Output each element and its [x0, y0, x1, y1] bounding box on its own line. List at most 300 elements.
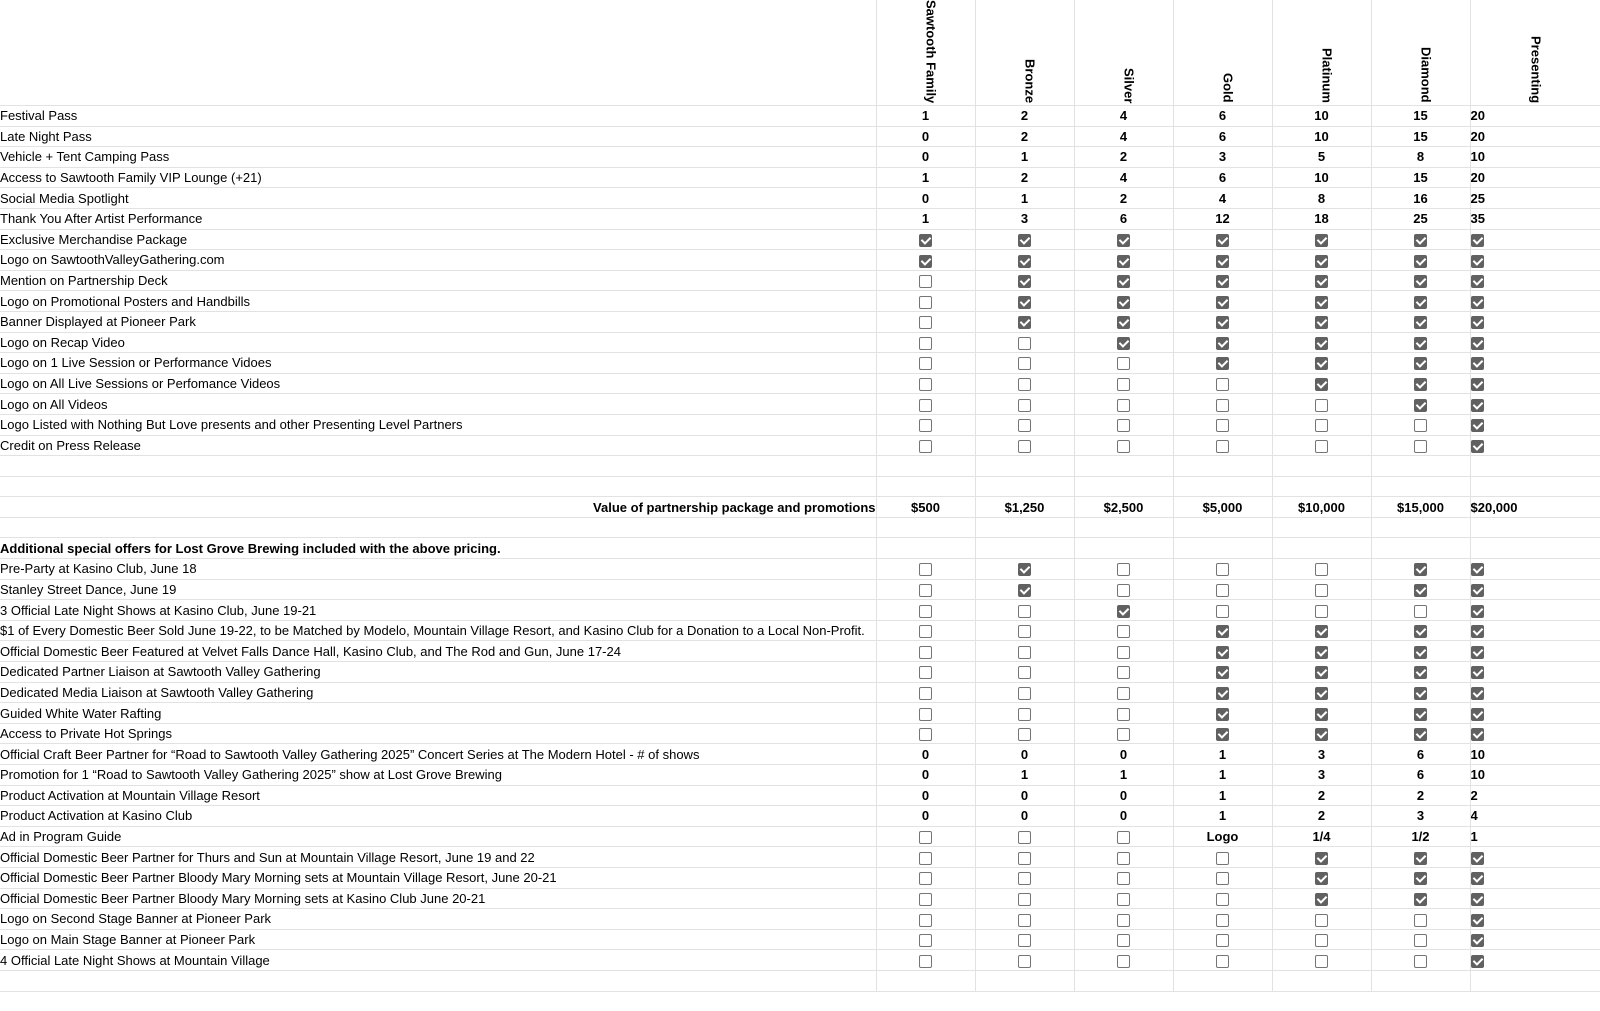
checkbox-cell[interactable] — [876, 311, 975, 332]
row-label[interactable]: Logo on Main Stage Banner at Pioneer Park — [0, 929, 876, 950]
checkbox-checked[interactable] — [1471, 275, 1484, 288]
value-cell[interactable]: 6 — [1371, 765, 1470, 786]
row-label[interactable]: Logo on All Live Sessions or Perfomance Videos — [0, 373, 876, 394]
checkbox-cell[interactable] — [1371, 332, 1470, 353]
checkbox-cell[interactable] — [876, 847, 975, 868]
pricing-label[interactable]: Value of partnership package and promotions — [0, 497, 876, 518]
checkbox-unchecked[interactable] — [919, 296, 932, 309]
checkbox-unchecked[interactable] — [919, 728, 932, 741]
price-value[interactable]: $1,250 — [975, 497, 1074, 518]
checkbox-cell[interactable] — [1074, 888, 1173, 909]
checkbox-cell[interactable] — [1371, 867, 1470, 888]
checkbox-unchecked[interactable] — [1216, 872, 1229, 885]
empty-cell[interactable] — [1074, 456, 1173, 477]
value-cell[interactable]: 4 — [1074, 167, 1173, 188]
checkbox-unchecked[interactable] — [919, 955, 932, 968]
checkbox-checked[interactable] — [1216, 357, 1229, 370]
checkbox-cell[interactable] — [1470, 291, 1600, 312]
row-label[interactable]: Logo on All Videos — [0, 394, 876, 415]
value-cell[interactable]: 1 — [975, 147, 1074, 168]
checkbox-cell[interactable] — [1074, 950, 1173, 971]
checkbox-cell[interactable] — [975, 291, 1074, 312]
checkbox-unchecked[interactable] — [1018, 893, 1031, 906]
checkbox-cell[interactable] — [1173, 703, 1272, 724]
checkbox-checked[interactable] — [1315, 378, 1328, 391]
checkbox-cell[interactable] — [1074, 291, 1173, 312]
checkbox-unchecked[interactable] — [1018, 708, 1031, 721]
checkbox-cell[interactable] — [975, 662, 1074, 683]
checkbox-unchecked[interactable] — [1117, 584, 1130, 597]
checkbox-checked[interactable] — [1117, 255, 1130, 268]
checkbox-cell[interactable] — [1371, 579, 1470, 600]
checkbox-unchecked[interactable] — [919, 316, 932, 329]
value-cell[interactable]: 0 — [876, 147, 975, 168]
value-cell[interactable]: 20 — [1470, 126, 1600, 147]
checkbox-cell[interactable] — [975, 682, 1074, 703]
checkbox-unchecked[interactable] — [1018, 646, 1031, 659]
value-cell[interactable]: 2 — [975, 126, 1074, 147]
checkbox-checked[interactable] — [1315, 852, 1328, 865]
checkbox-unchecked[interactable] — [1018, 831, 1031, 844]
checkbox-checked[interactable] — [1414, 255, 1427, 268]
checkbox-unchecked[interactable] — [1315, 934, 1328, 947]
value-cell[interactable]: Logo — [1173, 826, 1272, 847]
checkbox-cell[interactable] — [1074, 867, 1173, 888]
checkbox-checked[interactable] — [1414, 872, 1427, 885]
checkbox-cell[interactable] — [876, 250, 975, 271]
checkbox-cell[interactable] — [876, 229, 975, 250]
checkbox-checked[interactable] — [1471, 666, 1484, 679]
checkbox-cell[interactable] — [1371, 909, 1470, 930]
checkbox-cell[interactable] — [975, 888, 1074, 909]
checkbox-unchecked[interactable] — [919, 934, 932, 947]
row-label[interactable]: Stanley Street Dance, June 19 — [0, 579, 876, 600]
checkbox-checked[interactable] — [1471, 234, 1484, 247]
checkbox-cell[interactable] — [1470, 270, 1600, 291]
row-label[interactable]: Access to Private Hot Springs — [0, 723, 876, 744]
checkbox-unchecked[interactable] — [1117, 625, 1130, 638]
row-label[interactable]: Social Media Spotlight — [0, 188, 876, 209]
checkbox-cell[interactable] — [1173, 867, 1272, 888]
empty-cell[interactable] — [1470, 538, 1600, 559]
checkbox-cell[interactable] — [975, 950, 1074, 971]
checkbox-cell[interactable] — [975, 620, 1074, 641]
checkbox-cell[interactable] — [1173, 435, 1272, 456]
value-cell[interactable]: 16 — [1371, 188, 1470, 209]
checkbox-unchecked[interactable] — [1018, 852, 1031, 865]
checkbox-checked[interactable] — [1471, 708, 1484, 721]
checkbox-checked[interactable] — [1315, 687, 1328, 700]
empty-cell[interactable] — [1074, 476, 1173, 497]
checkbox-checked[interactable] — [1117, 296, 1130, 309]
empty-cell[interactable] — [0, 970, 876, 991]
checkbox-checked[interactable] — [1471, 357, 1484, 370]
checkbox-cell[interactable] — [1470, 559, 1600, 580]
checkbox-cell[interactable] — [1074, 579, 1173, 600]
row-label[interactable]: Mention on Partnership Deck — [0, 270, 876, 291]
checkbox-checked[interactable] — [1315, 316, 1328, 329]
checkbox-checked[interactable] — [1414, 584, 1427, 597]
checkbox-checked[interactable] — [1117, 316, 1130, 329]
checkbox-checked[interactable] — [1018, 296, 1031, 309]
checkbox-cell[interactable] — [1272, 250, 1371, 271]
checkbox-cell[interactable] — [1074, 682, 1173, 703]
empty-cell[interactable] — [1272, 517, 1371, 538]
checkbox-unchecked[interactable] — [1216, 605, 1229, 618]
checkbox-unchecked[interactable] — [1216, 584, 1229, 597]
checkbox-checked[interactable] — [1471, 378, 1484, 391]
checkbox-unchecked[interactable] — [1018, 605, 1031, 618]
empty-cell[interactable] — [1371, 456, 1470, 477]
checkbox-unchecked[interactable] — [919, 646, 932, 659]
empty-cell[interactable] — [1173, 970, 1272, 991]
checkbox-cell[interactable] — [1272, 373, 1371, 394]
checkbox-checked[interactable] — [1315, 234, 1328, 247]
checkbox-checked[interactable] — [1471, 419, 1484, 432]
checkbox-cell[interactable] — [975, 435, 1074, 456]
checkbox-checked[interactable] — [1414, 275, 1427, 288]
checkbox-cell[interactable] — [1074, 394, 1173, 415]
checkbox-checked[interactable] — [1414, 625, 1427, 638]
value-cell[interactable]: 3 — [1272, 765, 1371, 786]
checkbox-unchecked[interactable] — [1018, 399, 1031, 412]
row-label[interactable]: Pre-Party at Kasino Club, June 18 — [0, 559, 876, 580]
checkbox-cell[interactable] — [876, 867, 975, 888]
checkbox-cell[interactable] — [1272, 723, 1371, 744]
checkbox-checked[interactable] — [1414, 337, 1427, 350]
checkbox-checked[interactable] — [1471, 687, 1484, 700]
value-cell[interactable]: 1 — [876, 106, 975, 127]
value-cell[interactable]: 1 — [1173, 785, 1272, 806]
checkbox-cell[interactable] — [1371, 662, 1470, 683]
empty-cell[interactable] — [1074, 970, 1173, 991]
checkbox-unchecked[interactable] — [1117, 914, 1130, 927]
checkbox-checked[interactable] — [1471, 440, 1484, 453]
checkbox-cell[interactable] — [975, 270, 1074, 291]
checkbox-cell[interactable] — [1371, 600, 1470, 621]
checkbox-cell[interactable] — [876, 929, 975, 950]
value-cell[interactable]: 0 — [975, 785, 1074, 806]
row-label[interactable]: Official Domestic Beer Partner for Thurs and Sun at Mountain Village Resort, June 19 and 22 — [0, 847, 876, 868]
row-label[interactable]: Guided White Water Rafting — [0, 703, 876, 724]
checkbox-cell[interactable] — [1470, 229, 1600, 250]
value-cell[interactable]: 2 — [1371, 785, 1470, 806]
checkbox-unchecked[interactable] — [1117, 399, 1130, 412]
checkbox-unchecked[interactable] — [1117, 419, 1130, 432]
value-cell[interactable]: 1 — [1173, 806, 1272, 827]
checkbox-cell[interactable] — [1074, 662, 1173, 683]
checkbox-cell[interactable] — [1173, 394, 1272, 415]
checkbox-checked[interactable] — [1315, 275, 1328, 288]
row-label[interactable]: Exclusive Merchandise Package — [0, 229, 876, 250]
checkbox-unchecked[interactable] — [1315, 955, 1328, 968]
checkbox-cell[interactable] — [1272, 435, 1371, 456]
value-cell[interactable]: 2 — [1272, 806, 1371, 827]
checkbox-cell[interactable] — [1074, 414, 1173, 435]
value-cell[interactable]: 3 — [975, 208, 1074, 229]
checkbox-cell[interactable] — [1074, 620, 1173, 641]
row-label[interactable]: 3 Official Late Night Shows at Kasino Club, June 19-21 — [0, 600, 876, 621]
checkbox-checked[interactable] — [1315, 666, 1328, 679]
checkbox-checked[interactable] — [1117, 234, 1130, 247]
checkbox-cell[interactable] — [1074, 373, 1173, 394]
checkbox-cell[interactable] — [1173, 270, 1272, 291]
checkbox-unchecked[interactable] — [1117, 646, 1130, 659]
checkbox-checked[interactable] — [1018, 234, 1031, 247]
checkbox-checked[interactable] — [1117, 337, 1130, 350]
checkbox-cell[interactable] — [1371, 723, 1470, 744]
empty-cell[interactable] — [975, 538, 1074, 559]
checkbox-checked[interactable] — [1471, 584, 1484, 597]
value-cell[interactable]: 0 — [1074, 806, 1173, 827]
row-label[interactable]: Logo Listed with Nothing But Love presents and other Presenting Level Partners — [0, 414, 876, 435]
checkbox-cell[interactable] — [1272, 332, 1371, 353]
checkbox-cell[interactable] — [1173, 950, 1272, 971]
value-cell[interactable]: 2 — [975, 167, 1074, 188]
value-cell[interactable]: 0 — [876, 806, 975, 827]
price-value[interactable]: $500 — [876, 497, 975, 518]
value-cell[interactable]: 0 — [876, 188, 975, 209]
value-cell[interactable]: 10 — [1272, 167, 1371, 188]
value-cell[interactable]: 20 — [1470, 167, 1600, 188]
checkbox-unchecked[interactable] — [1018, 419, 1031, 432]
checkbox-cell[interactable] — [876, 270, 975, 291]
value-cell[interactable]: 1 — [1173, 765, 1272, 786]
checkbox-checked[interactable] — [1216, 316, 1229, 329]
checkbox-checked[interactable] — [1414, 728, 1427, 741]
checkbox-checked[interactable] — [1216, 275, 1229, 288]
checkbox-cell[interactable] — [876, 291, 975, 312]
checkbox-checked[interactable] — [919, 255, 932, 268]
checkbox-cell[interactable] — [975, 414, 1074, 435]
checkbox-cell[interactable] — [1272, 909, 1371, 930]
checkbox-checked[interactable] — [1414, 399, 1427, 412]
checkbox-cell[interactable] — [1173, 682, 1272, 703]
value-cell[interactable]: 4 — [1470, 806, 1600, 827]
checkbox-unchecked[interactable] — [1216, 893, 1229, 906]
empty-cell[interactable] — [975, 456, 1074, 477]
checkbox-unchecked[interactable] — [1018, 687, 1031, 700]
checkbox-cell[interactable] — [975, 311, 1074, 332]
checkbox-unchecked[interactable] — [919, 708, 932, 721]
checkbox-cell[interactable] — [1173, 332, 1272, 353]
value-cell[interactable]: 1 — [1470, 826, 1600, 847]
checkbox-unchecked[interactable] — [1315, 563, 1328, 576]
checkbox-cell[interactable] — [1173, 888, 1272, 909]
checkbox-unchecked[interactable] — [1117, 666, 1130, 679]
checkbox-checked[interactable] — [1414, 234, 1427, 247]
checkbox-unchecked[interactable] — [1018, 728, 1031, 741]
checkbox-unchecked[interactable] — [1414, 955, 1427, 968]
empty-cell[interactable] — [1470, 970, 1600, 991]
checkbox-cell[interactable] — [1371, 414, 1470, 435]
checkbox-unchecked[interactable] — [1117, 687, 1130, 700]
empty-cell[interactable] — [0, 517, 876, 538]
checkbox-cell[interactable] — [1371, 311, 1470, 332]
checkbox-unchecked[interactable] — [1414, 914, 1427, 927]
checkbox-cell[interactable] — [1371, 847, 1470, 868]
checkbox-cell[interactable] — [975, 641, 1074, 662]
checkbox-cell[interactable] — [1272, 620, 1371, 641]
checkbox-unchecked[interactable] — [919, 357, 932, 370]
checkbox-cell[interactable] — [975, 332, 1074, 353]
checkbox-cell[interactable] — [876, 826, 975, 847]
checkbox-checked[interactable] — [1216, 687, 1229, 700]
checkbox-checked[interactable] — [919, 234, 932, 247]
checkbox-cell[interactable] — [1470, 332, 1600, 353]
checkbox-unchecked[interactable] — [1018, 378, 1031, 391]
price-value[interactable]: $20,000 — [1470, 497, 1600, 518]
checkbox-checked[interactable] — [1471, 563, 1484, 576]
row-label[interactable]: Banner Displayed at Pioneer Park — [0, 311, 876, 332]
checkbox-cell[interactable] — [1074, 229, 1173, 250]
empty-cell[interactable] — [1173, 538, 1272, 559]
checkbox-unchecked[interactable] — [919, 337, 932, 350]
row-label[interactable]: Promotion for 1 “Road to Sawtooth Valley Gathering 2025” show at Lost Grove Brewing — [0, 765, 876, 786]
checkbox-checked[interactable] — [1414, 316, 1427, 329]
checkbox-cell[interactable] — [1371, 929, 1470, 950]
checkbox-checked[interactable] — [1471, 893, 1484, 906]
value-cell[interactable]: 8 — [1371, 147, 1470, 168]
checkbox-unchecked[interactable] — [919, 563, 932, 576]
empty-cell[interactable] — [876, 456, 975, 477]
checkbox-checked[interactable] — [1216, 646, 1229, 659]
checkbox-unchecked[interactable] — [1018, 337, 1031, 350]
checkbox-cell[interactable] — [876, 888, 975, 909]
checkbox-cell[interactable] — [1074, 703, 1173, 724]
checkbox-unchecked[interactable] — [1018, 934, 1031, 947]
empty-cell[interactable] — [1272, 456, 1371, 477]
checkbox-unchecked[interactable] — [1117, 708, 1130, 721]
row-label[interactable]: Dedicated Partner Liaison at Sawtooth Valley Gathering — [0, 662, 876, 683]
row-label[interactable]: Ad in Program Guide — [0, 826, 876, 847]
value-cell[interactable]: 12 — [1173, 208, 1272, 229]
checkbox-unchecked[interactable] — [1216, 378, 1229, 391]
checkbox-cell[interactable] — [1074, 929, 1173, 950]
value-cell[interactable]: 1 — [1173, 744, 1272, 765]
empty-cell[interactable] — [876, 970, 975, 991]
empty-cell[interactable] — [975, 476, 1074, 497]
checkbox-unchecked[interactable] — [1315, 440, 1328, 453]
checkbox-cell[interactable] — [975, 559, 1074, 580]
checkbox-checked[interactable] — [1315, 646, 1328, 659]
empty-cell[interactable] — [975, 517, 1074, 538]
value-cell[interactable]: 15 — [1371, 106, 1470, 127]
checkbox-cell[interactable] — [876, 332, 975, 353]
checkbox-checked[interactable] — [1216, 625, 1229, 638]
checkbox-checked[interactable] — [1471, 872, 1484, 885]
checkbox-cell[interactable] — [1272, 867, 1371, 888]
checkbox-unchecked[interactable] — [1414, 934, 1427, 947]
checkbox-checked[interactable] — [1414, 378, 1427, 391]
value-cell[interactable]: 3 — [1272, 744, 1371, 765]
row-label[interactable]: Logo on SawtoothValleyGathering.com — [0, 250, 876, 271]
checkbox-cell[interactable] — [1470, 311, 1600, 332]
value-cell[interactable]: 1/2 — [1371, 826, 1470, 847]
checkbox-cell[interactable] — [1470, 414, 1600, 435]
checkbox-cell[interactable] — [1371, 394, 1470, 415]
checkbox-cell[interactable] — [1074, 250, 1173, 271]
value-cell[interactable]: 3 — [1371, 806, 1470, 827]
checkbox-unchecked[interactable] — [1117, 440, 1130, 453]
tier-header-cell[interactable] — [1272, 0, 1371, 106]
value-cell[interactable]: 10 — [1272, 126, 1371, 147]
checkbox-cell[interactable] — [1470, 847, 1600, 868]
checkbox-checked[interactable] — [1471, 296, 1484, 309]
value-cell[interactable]: 2 — [1074, 188, 1173, 209]
checkbox-checked[interactable] — [1216, 337, 1229, 350]
checkbox-cell[interactable] — [1470, 867, 1600, 888]
checkbox-cell[interactable] — [1272, 682, 1371, 703]
empty-cell[interactable] — [876, 476, 975, 497]
value-cell[interactable]: 10 — [1470, 147, 1600, 168]
checkbox-cell[interactable] — [1173, 909, 1272, 930]
checkbox-cell[interactable] — [1272, 929, 1371, 950]
tier-header-cell[interactable] — [1470, 0, 1600, 106]
checkbox-unchecked[interactable] — [1018, 440, 1031, 453]
checkbox-cell[interactable] — [1272, 353, 1371, 374]
tier-header-cell[interactable] — [1173, 0, 1272, 106]
checkbox-unchecked[interactable] — [1216, 934, 1229, 947]
empty-cell[interactable] — [1173, 456, 1272, 477]
value-cell[interactable]: 15 — [1371, 126, 1470, 147]
value-cell[interactable]: 15 — [1371, 167, 1470, 188]
row-label[interactable]: Product Activation at Kasino Club — [0, 806, 876, 827]
value-cell[interactable]: 6 — [1173, 126, 1272, 147]
value-cell[interactable]: 0 — [876, 744, 975, 765]
value-cell[interactable]: 6 — [1173, 106, 1272, 127]
value-cell[interactable]: 0 — [1074, 744, 1173, 765]
checkbox-cell[interactable] — [1371, 888, 1470, 909]
checkbox-cell[interactable] — [1074, 332, 1173, 353]
checkbox-cell[interactable] — [1074, 435, 1173, 456]
checkbox-cell[interactable] — [1173, 579, 1272, 600]
checkbox-cell[interactable] — [975, 600, 1074, 621]
checkbox-checked[interactable] — [1471, 852, 1484, 865]
value-cell[interactable]: 0 — [975, 806, 1074, 827]
section-title[interactable]: Additional special offers for Lost Grove Brewing included with the above pricing. — [0, 538, 876, 559]
checkbox-checked[interactable] — [1216, 234, 1229, 247]
checkbox-checked[interactable] — [1216, 666, 1229, 679]
empty-cell[interactable] — [1371, 538, 1470, 559]
checkbox-cell[interactable] — [876, 353, 975, 374]
checkbox-checked[interactable] — [1414, 687, 1427, 700]
checkbox-cell[interactable] — [876, 394, 975, 415]
checkbox-checked[interactable] — [1315, 357, 1328, 370]
empty-cell[interactable] — [1272, 476, 1371, 497]
checkbox-checked[interactable] — [1471, 399, 1484, 412]
checkbox-checked[interactable] — [1471, 914, 1484, 927]
checkbox-unchecked[interactable] — [919, 419, 932, 432]
checkbox-checked[interactable] — [1471, 625, 1484, 638]
value-cell[interactable]: 18 — [1272, 208, 1371, 229]
checkbox-checked[interactable] — [1018, 255, 1031, 268]
checkbox-cell[interactable] — [1470, 888, 1600, 909]
checkbox-unchecked[interactable] — [919, 625, 932, 638]
checkbox-unchecked[interactable] — [1216, 563, 1229, 576]
checkbox-cell[interactable] — [876, 435, 975, 456]
checkbox-unchecked[interactable] — [1216, 914, 1229, 927]
checkbox-cell[interactable] — [876, 703, 975, 724]
checkbox-cell[interactable] — [1173, 229, 1272, 250]
empty-cell[interactable] — [975, 970, 1074, 991]
checkbox-cell[interactable] — [1272, 291, 1371, 312]
checkbox-cell[interactable] — [1470, 353, 1600, 374]
checkbox-cell[interactable] — [1371, 559, 1470, 580]
checkbox-unchecked[interactable] — [1315, 419, 1328, 432]
empty-cell[interactable] — [1272, 538, 1371, 559]
value-cell[interactable]: 20 — [1470, 106, 1600, 127]
